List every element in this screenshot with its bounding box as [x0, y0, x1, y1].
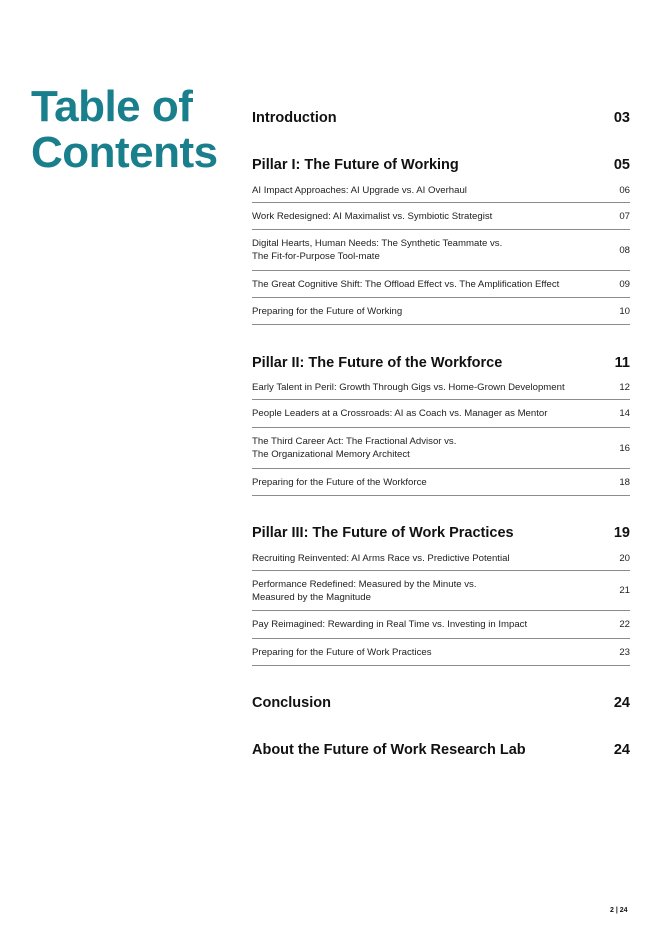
toc-subentry-page: 09 [619, 278, 630, 290]
toc-entry-label: Conclusion [252, 695, 331, 711]
toc-subentry-label: People Leaders at a Crossroads: AI as Coach vs. Manager as Mentor [252, 408, 548, 419]
toc-entry-pillar-1[interactable] [252, 157, 630, 173]
toc-subentry[interactable] [252, 376, 630, 400]
toc-subentry[interactable] [252, 428, 630, 469]
toc-entry-label: Pillar III: The Future of Work Practices [252, 525, 514, 541]
toc-entry-label: About the Future of Work Research Lab [252, 742, 526, 758]
toc-subentry[interactable] [252, 639, 630, 666]
toc-subentry-page: 12 [619, 382, 630, 393]
toc-entry-about[interactable] [252, 742, 630, 758]
toc-subentry-page: 22 [619, 619, 630, 630]
toc-subentry[interactable] [252, 178, 630, 203]
toc-subentry-label: The Great Cognitive Shift: The Offload Effect vs. The Amplification Effect [252, 278, 560, 290]
toc-entry-page: 24 [613, 695, 630, 711]
toc-subentry-label: Digital Hearts, Human Needs: The Synthetic Teammate vs. The Fit-for-Purpose Tool-mate [252, 238, 503, 262]
toc-entry-introduction[interactable] [252, 110, 630, 126]
toc-subentry-page: 21 [619, 585, 630, 596]
toc-subentry-label: Early Talent in Peril: Growth Through Gigs vs. Home-Grown Development [252, 382, 565, 393]
toc-entry-pillar-3[interactable] [252, 525, 630, 541]
page-title [31, 84, 218, 176]
toc-entry-page: 24 [613, 742, 630, 758]
toc-subentry-label: Preparing for the Future of Working [252, 305, 403, 317]
page-number-footer: 2 | 24 [610, 907, 628, 914]
toc-subentry-label: The Third Career Act: The Fractional Advisor vs. The Organizational Memory Architect [252, 436, 457, 460]
toc-subentry-page: 06 [619, 184, 630, 196]
toc-subentry[interactable] [252, 400, 630, 428]
toc-subentry-label: Performance Redefined: Measured by the Minute vs. Measured by the Magnitude [252, 578, 477, 603]
toc-subentry[interactable] [252, 230, 630, 271]
toc-subentry-page: 18 [619, 476, 630, 488]
toc-subentry-label: AI Impact Approaches: AI Upgrade vs. AI Overhaul [252, 184, 467, 196]
toc-subentry-label: Recruiting Reinvented: AI Arms Race vs. Predictive Potential [252, 552, 510, 564]
toc-subentry-page: 08 [619, 244, 630, 256]
toc-subentry-page: 14 [619, 408, 630, 419]
toc-subentry-page: 20 [619, 552, 630, 564]
toc-subentry-page: 16 [619, 442, 630, 454]
toc-subentry[interactable] [252, 469, 630, 496]
toc-entry-page: 03 [613, 110, 630, 126]
toc-subentry[interactable] [252, 546, 630, 571]
toc-subentry-label: Work Redesigned: AI Maximalist vs. Symbiotic Strategist [252, 210, 493, 222]
toc-subentry-page: 10 [619, 305, 630, 317]
toc-entry-page: 19 [613, 525, 630, 541]
toc-subentry-label: Pay Reimagined: Rewarding in Real Time vs. Investing in Impact [252, 619, 528, 630]
toc-entry-pillar-2[interactable] [252, 355, 630, 371]
toc-entry-page: 11 [614, 355, 630, 371]
toc-subentry[interactable] [252, 298, 630, 325]
toc-entry-label: Pillar I: The Future of Working [252, 157, 459, 173]
toc-entry-label: Introduction [252, 110, 337, 126]
toc-subentry-page: 07 [619, 210, 630, 222]
page-title-text: Table of Contents [31, 82, 218, 177]
toc-entry-conclusion[interactable] [252, 695, 630, 711]
toc-subentry-page: 23 [619, 646, 630, 658]
toc-subentry[interactable] [252, 611, 630, 639]
toc-subentry-label: Preparing for the Future of Work Practices [252, 646, 432, 658]
toc-subentry-label: Preparing for the Future of the Workforce [252, 476, 427, 488]
toc-subentry[interactable] [252, 203, 630, 230]
toc-entry-label: Pillar II: The Future of the Workforce [252, 355, 503, 371]
toc-subentry[interactable] [252, 271, 630, 298]
toc-subentry[interactable] [252, 571, 630, 611]
toc-entry-page: 05 [613, 157, 630, 173]
